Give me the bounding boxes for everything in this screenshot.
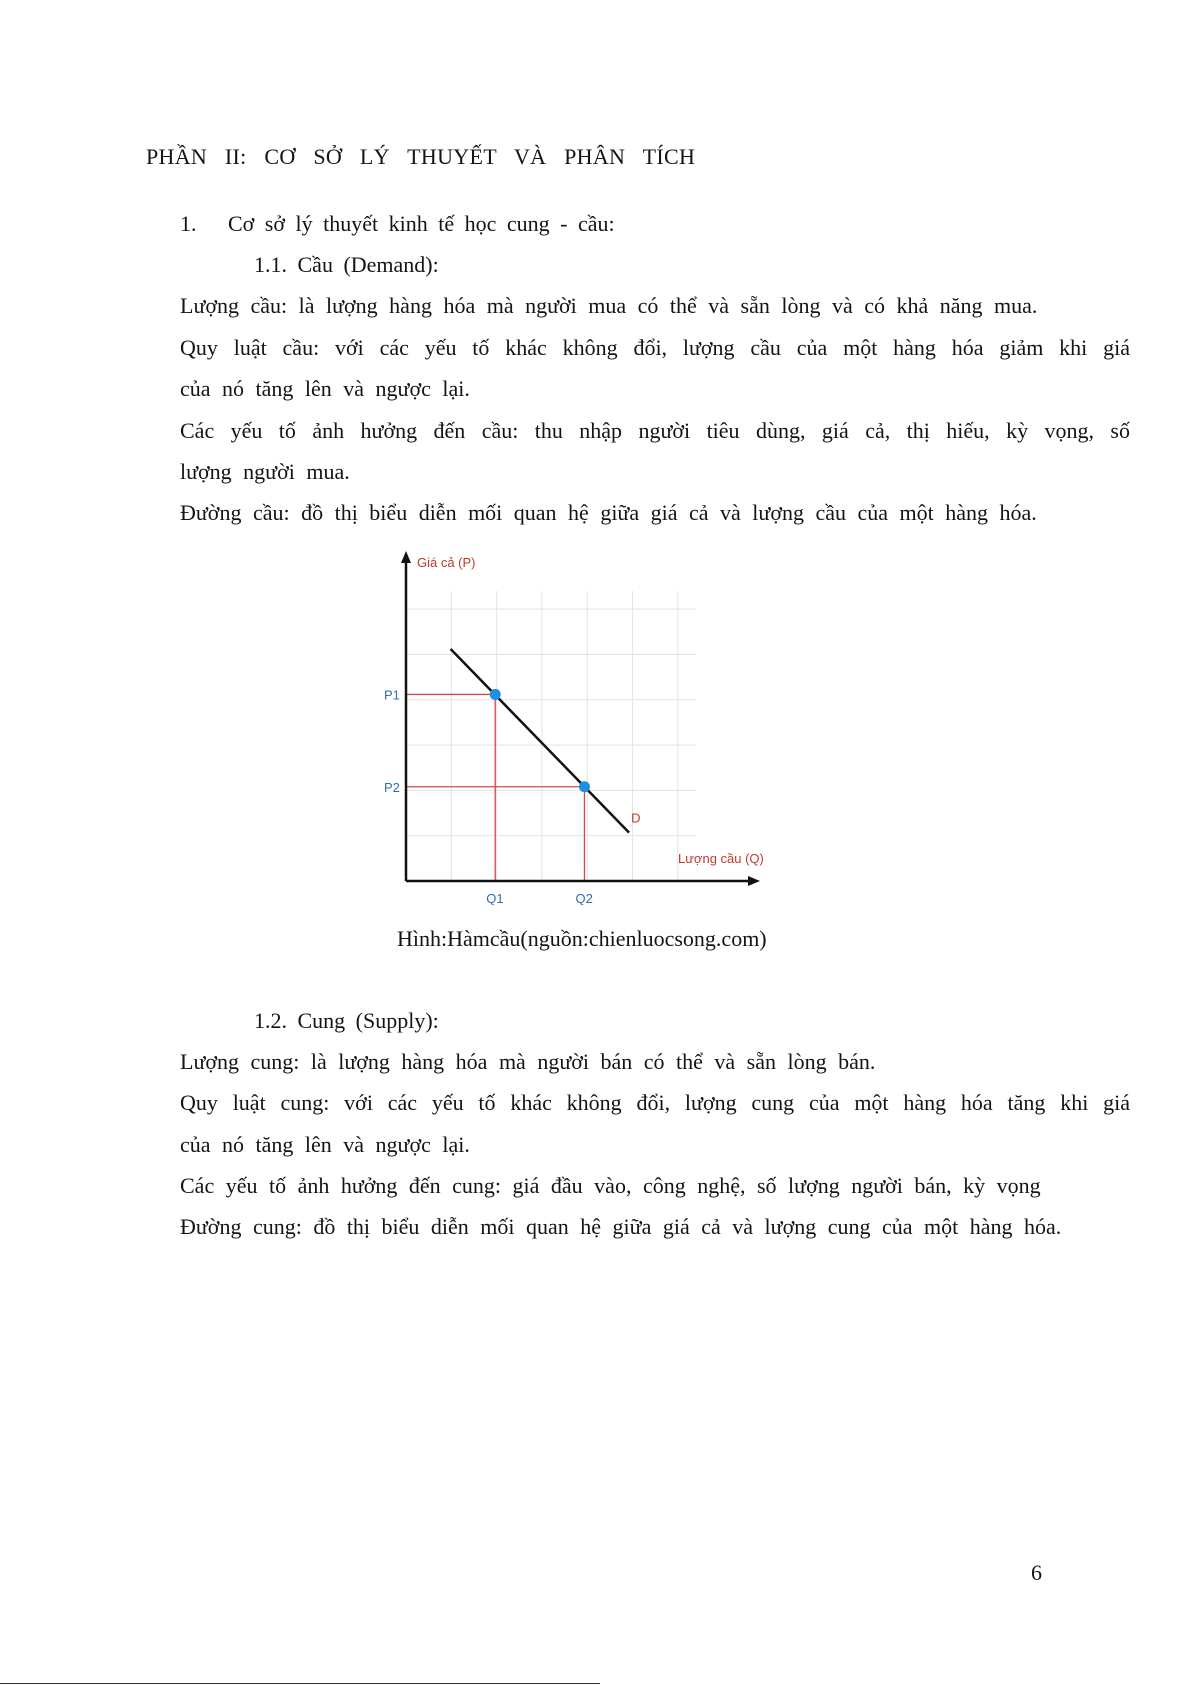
footer-rule [0,1683,600,1684]
supply-para-2a: Quy luật cung: với các yếu tố khác không đổi, lượng cung của một hàng hóa tăng khi giá [180,1090,1130,1115]
chart-guides [406,694,584,881]
x-axis-arrow [748,876,760,886]
demand-para-3a: Các yếu tố ảnh hưởng đến cầu: thu nhập người tiêu dùng, giá cả, thị hiếu, kỳ vọng, số [180,418,1130,443]
demand-para-2a: Quy luật cầu: với các yếu tố khác không đổi, lượng cầu của một hàng hóa giảm khi giá [180,335,1130,360]
p1-tick-label: P1 [384,687,400,703]
demand-chart-svg [370,545,840,905]
demand-heading: 1.1. Cầu (Demand): [254,252,439,277]
supply-para-1: Lượng cung: là lượng hàng hóa mà người bán có thể và sẵn lòng bán. [180,1049,876,1074]
y-axis-label: Giá cả (P) [417,555,476,570]
section-1-heading [180,210,615,238]
demand-point [490,689,501,700]
section-title: Cơ sở lý thuyết kinh tế học cung - cầu: [228,211,615,236]
supply-para-3: Các yếu tố ảnh hưởng đến cung: giá đầu vào, công nghệ, số lượng người bán, kỳ vọng [180,1173,1041,1198]
y-axis-arrow [401,551,411,563]
supply-heading: 1.2. Cung (Supply): [254,1008,439,1033]
demand-chart [370,545,840,905]
section-number: 1. [180,211,197,236]
chart-grid [406,591,696,881]
demand-curve-label: D [631,810,641,826]
supply-para-2b: của nó tăng lên và ngược lại. [180,1132,470,1157]
p2-tick-label: P2 [384,779,400,795]
demand-para-1: Lượng cầu: là lượng hàng hóa mà người mua có thể và sẵn lòng và có khả năng mua. [180,293,1038,318]
q2-tick-label: Q2 [575,891,593,905]
demand-para-4: Đường cầu: đồ thị biểu diễn mối quan hệ giữa giá cả và lượng cầu của một hàng hóa. [180,500,1037,525]
demand-para-3b: lượng người mua. [180,459,350,484]
figure-caption: Hình:Hàmcầu(nguồn:chienluocsong.com) [397,926,767,951]
q1-tick-label: Q1 [486,891,504,905]
demand-para-2b: của nó tăng lên và ngược lại. [180,376,470,401]
demand-curve [451,649,629,833]
part-heading: PHẦN II: CƠ SỞ LÝ THUYẾT VÀ PHÂN TÍCH [146,144,696,169]
supply-para-4: Đường cung: đồ thị biểu diễn mối quan hệ giữa giá cả và lượng cung của một hàng hóa. [180,1214,1062,1239]
x-axis-label: Lượng cầu (Q) [678,851,764,866]
demand-point [579,781,590,792]
page-number: 6 [1031,1560,1042,1585]
